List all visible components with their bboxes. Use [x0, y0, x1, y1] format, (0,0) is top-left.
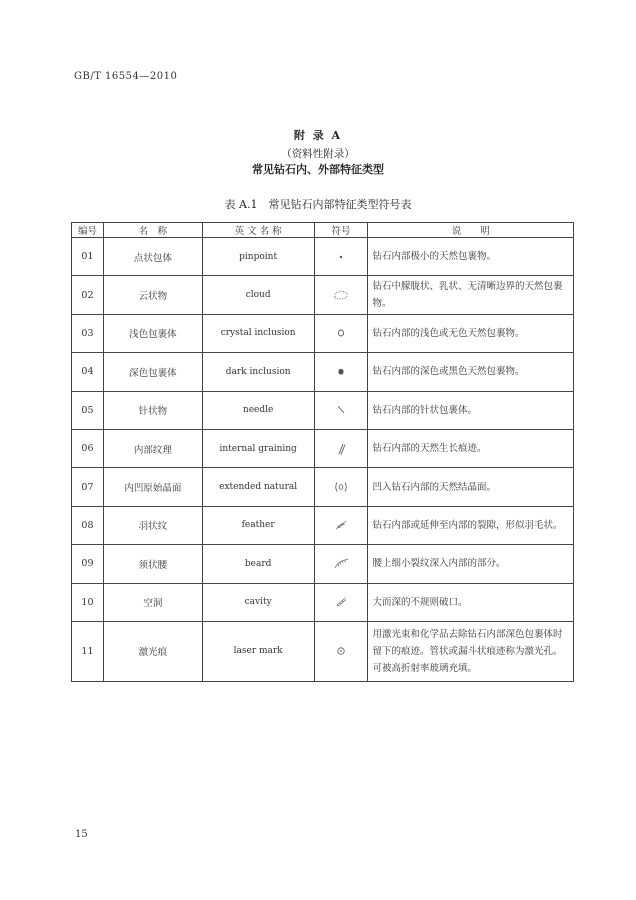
inclusion-symbol-table — [71, 222, 574, 682]
row-name: 针状物 — [103, 391, 202, 429]
row-number: 01 — [72, 238, 104, 276]
row-symbol-cell — [314, 545, 368, 583]
row-number: 08 — [72, 506, 104, 544]
table-row — [72, 429, 574, 467]
table-row — [72, 238, 574, 276]
row-description: 凹入钻石内部的天然结晶面。 — [368, 468, 574, 506]
row-symbol-cell — [314, 621, 368, 681]
table-caption: 表 A.1 常见钻石内部特征类型符号表 — [224, 198, 412, 211]
row-english-name: dark inclusion — [202, 353, 314, 391]
table-header-row — [72, 223, 574, 238]
needle-icon — [330, 403, 352, 417]
row-english-name: cavity — [202, 583, 314, 621]
table-row — [72, 621, 574, 681]
table-row — [72, 545, 574, 583]
row-name: 激光痕 — [103, 621, 202, 681]
row-description: 钻石内部的天然生长痕迹。 — [368, 429, 574, 467]
annex-label: 附 录 A — [293, 129, 343, 142]
row-number: 05 — [72, 391, 104, 429]
row-symbol-cell — [314, 583, 368, 621]
row-description: 钻石内部的针状包裹体。 — [368, 391, 574, 429]
annex-type: （资料性附录） — [281, 148, 355, 160]
row-english-name: feather — [202, 506, 314, 544]
column-header-english-name: 英 文 名 称 — [202, 223, 314, 238]
row-symbol-cell — [314, 506, 368, 544]
table-row — [72, 391, 574, 429]
row-english-name: laser mark — [202, 621, 314, 681]
row-number: 04 — [72, 353, 104, 391]
row-number: 03 — [72, 314, 104, 352]
beard-icon — [330, 557, 352, 571]
row-name: 空洞 — [103, 583, 202, 621]
table-row — [72, 314, 574, 352]
annex-title: 常见钻石内、外部特征类型 — [252, 163, 384, 176]
table-row — [72, 353, 574, 391]
row-english-name: pinpoint — [202, 238, 314, 276]
row-name: 点状包体 — [103, 238, 202, 276]
row-number: 06 — [72, 429, 104, 467]
row-number: 07 — [72, 468, 104, 506]
row-description: 大而深的不规则破口。 — [368, 583, 574, 621]
row-english-name: needle — [202, 391, 314, 429]
row-description: 用激光束和化学品去除钻石内部深色包裹体时留下的痕迹。管状或漏斗状痕迹称为激光孔。可被高折射率玻璃充填。 — [368, 621, 574, 681]
row-symbol-cell — [314, 314, 368, 352]
table-row — [72, 276, 574, 314]
column-header-symbol: 符号 — [314, 223, 368, 238]
graining-icon — [330, 442, 352, 456]
row-english-name: crystal inclusion — [202, 314, 314, 352]
row-number: 10 — [72, 583, 104, 621]
row-name: 内凹原始晶面 — [103, 468, 202, 506]
page-number: 15 — [75, 829, 88, 840]
standard-code: GB/T 16554—2010 — [74, 71, 178, 82]
row-english-name: cloud — [202, 276, 314, 314]
row-symbol-cell — [314, 468, 368, 506]
table-row — [72, 583, 574, 621]
table-row — [72, 468, 574, 506]
row-number: 09 — [72, 545, 104, 583]
row-english-name: internal graining — [202, 429, 314, 467]
row-name: 云状物 — [103, 276, 202, 314]
extended-natural-icon — [330, 480, 352, 494]
row-name: 须状腰 — [103, 545, 202, 583]
row-name: 浅色包裹体 — [103, 314, 202, 352]
row-name: 羽状纹 — [103, 506, 202, 544]
row-description: 腰上细小裂纹深入内部的部分。 — [368, 545, 574, 583]
column-header-name: 名 称 — [103, 223, 202, 238]
row-description: 钻石内部或延伸至内部的裂隙，形似羽毛状。 — [368, 506, 574, 544]
column-header-number: 编号 — [72, 223, 104, 238]
row-symbol-cell — [314, 429, 368, 467]
row-symbol-cell — [314, 391, 368, 429]
laser-mark-icon — [330, 644, 352, 658]
row-description: 钻石中朦胧状、乳状、无清晰边界的天然包裹物。 — [368, 276, 574, 314]
row-number: 11 — [72, 621, 104, 681]
column-header-description: 说 明 — [368, 223, 574, 238]
table-row — [72, 506, 574, 544]
feather-icon — [330, 518, 352, 532]
row-description: 钻石内部极小的天然包裹物。 — [368, 238, 574, 276]
row-english-name: beard — [202, 545, 314, 583]
cloud-icon — [330, 288, 352, 302]
row-symbol-cell — [314, 353, 368, 391]
cavity-icon — [330, 595, 352, 609]
row-english-name: extended natural — [202, 468, 314, 506]
row-name: 内部纹理 — [103, 429, 202, 467]
dot-icon — [330, 250, 352, 264]
row-description: 钻石内部的浅色或无色天然包裹物。 — [368, 314, 574, 352]
row-symbol-cell — [314, 238, 368, 276]
row-symbol-cell — [314, 276, 368, 314]
row-description: 钻石内部的深色或黑色天然包裹物。 — [368, 353, 574, 391]
row-name: 深色包裹体 — [103, 353, 202, 391]
open-circle-icon — [330, 326, 352, 340]
row-number: 02 — [72, 276, 104, 314]
filled-blob-icon — [330, 365, 352, 379]
